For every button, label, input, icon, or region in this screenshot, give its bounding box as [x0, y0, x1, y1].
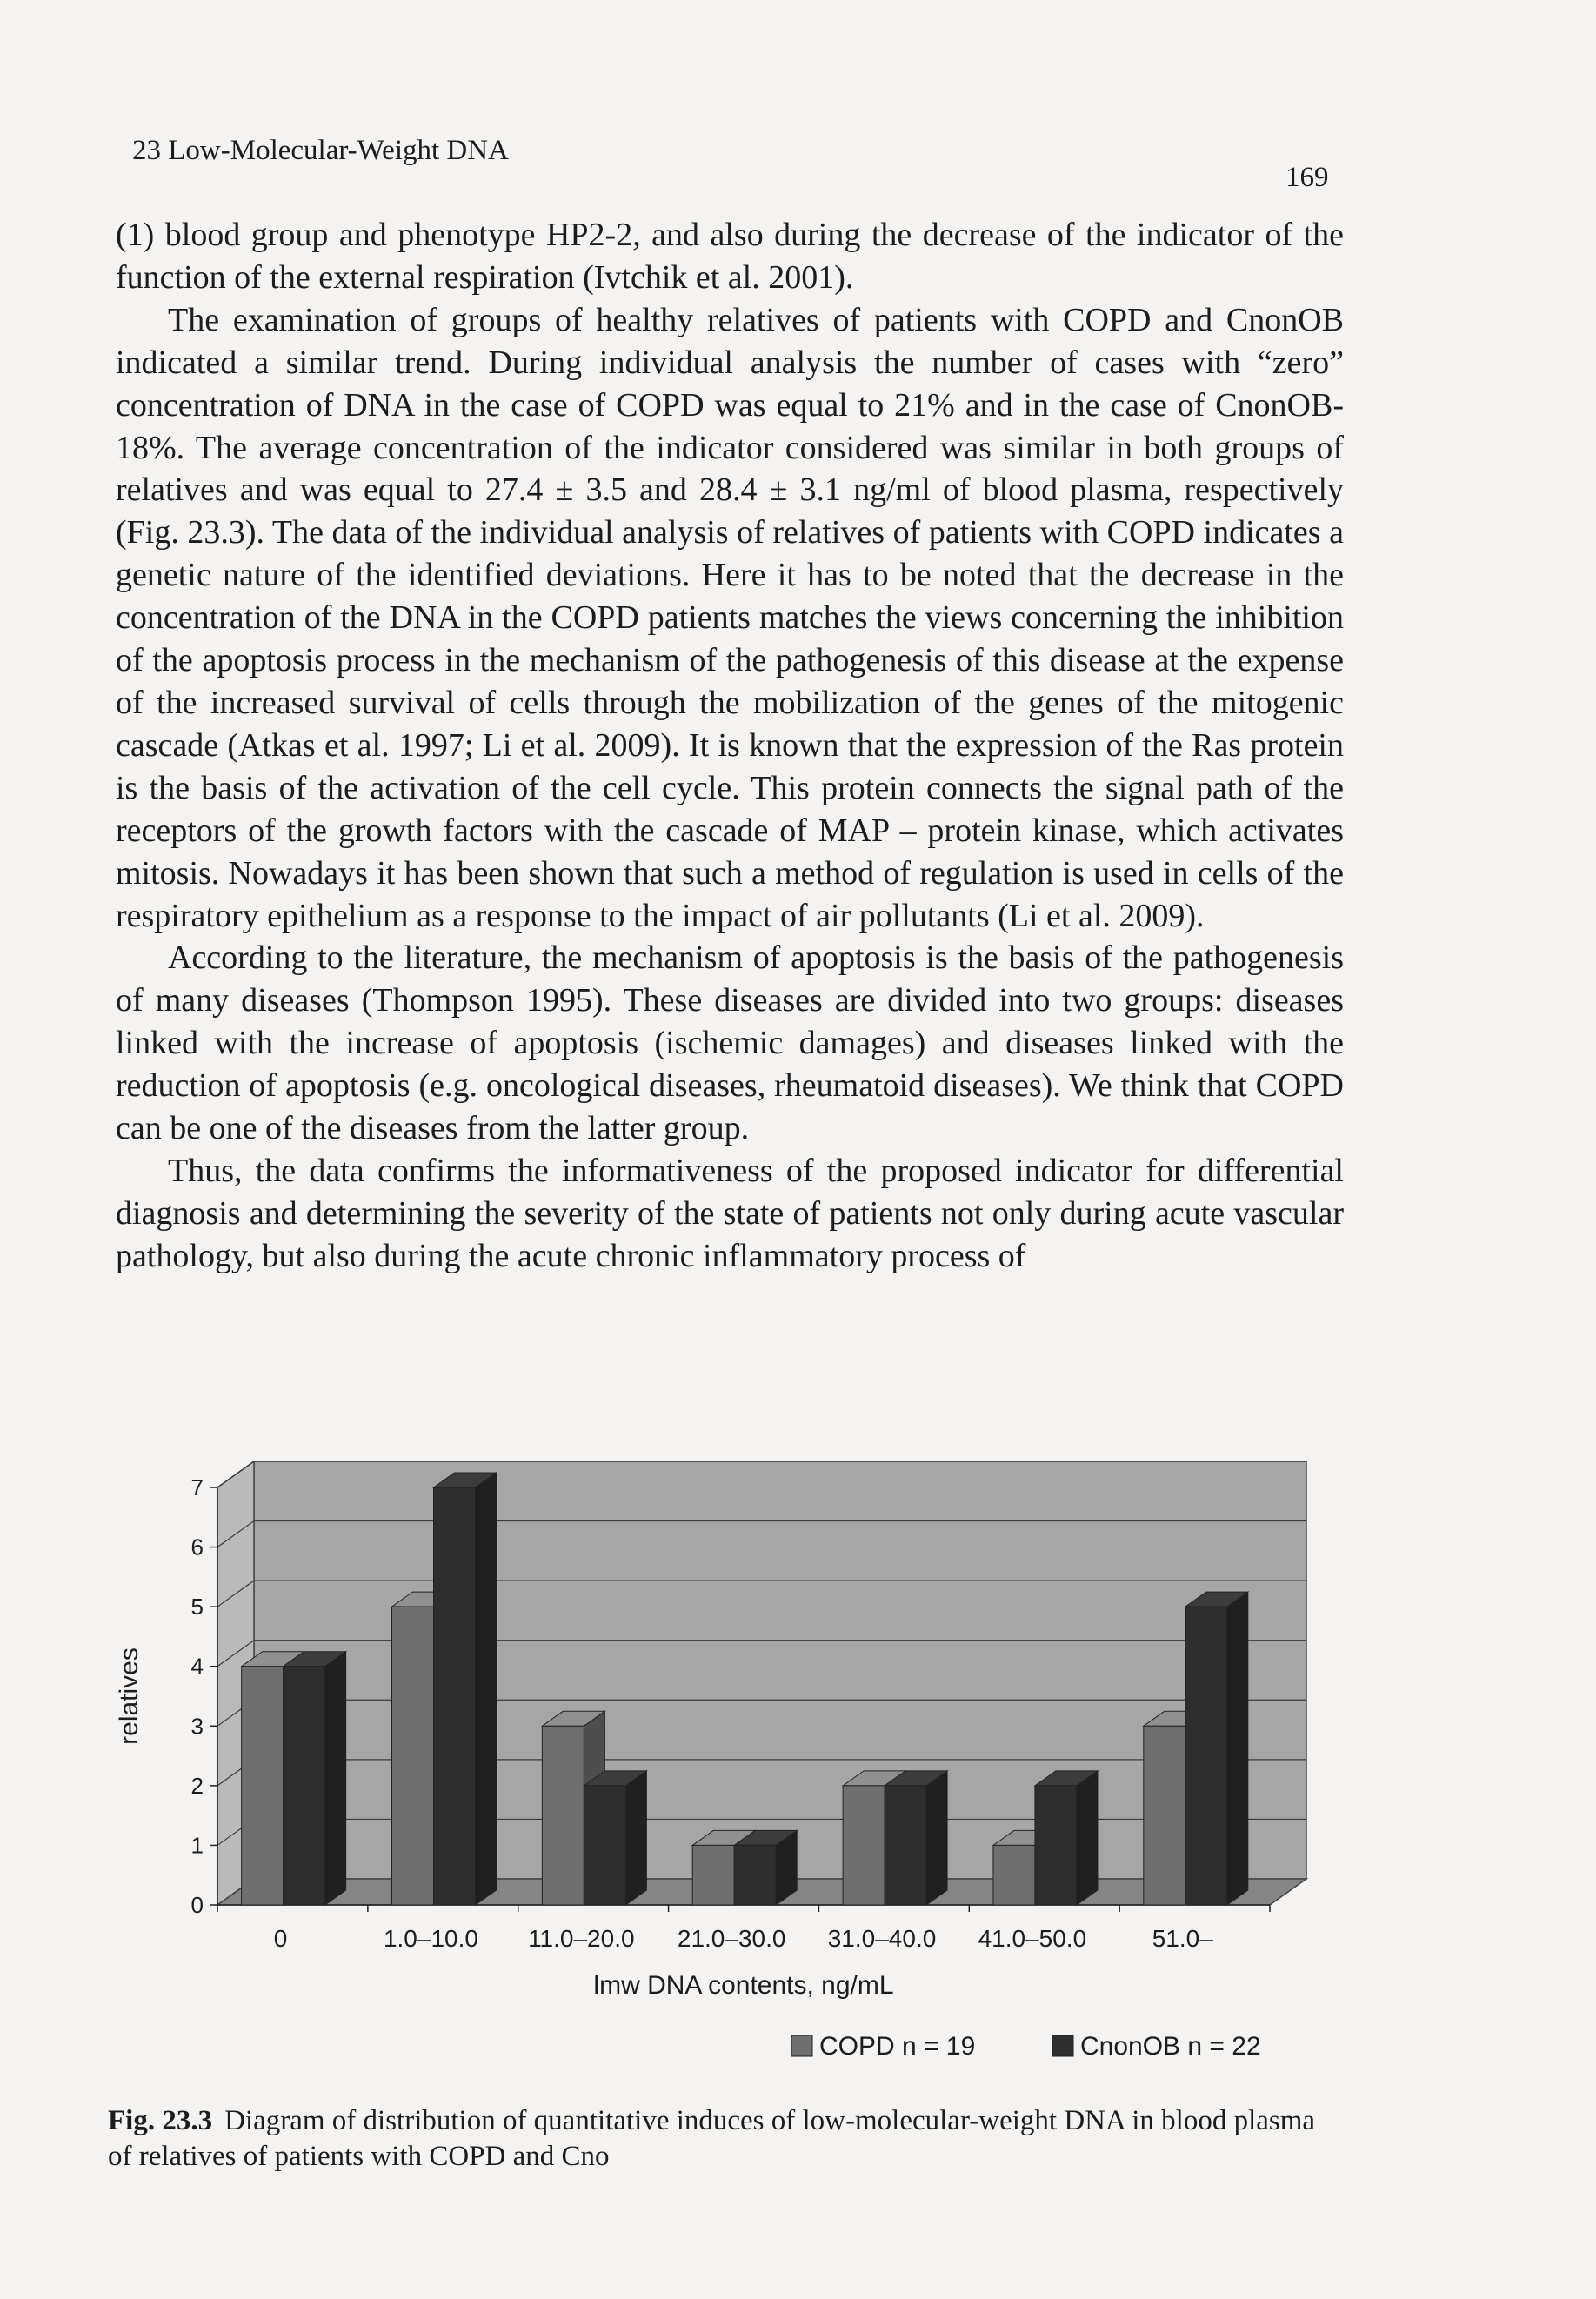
legend-swatch-cnonob	[1052, 2035, 1073, 2056]
paragraph: Thus, the data confirms the informativeness of the proposed indicator for differential diagnosis and determining the severity of the state of patients not only during acute vascular pathology, but also during the acute chronic inflammatory process of	[116, 1152, 1344, 1274]
bar-copd	[542, 1726, 584, 1905]
bar-side-cnonob	[625, 1771, 646, 1905]
bar-copd	[392, 1607, 434, 1905]
bar-copd	[843, 1786, 885, 1905]
x-tick-label: 41.0–50.0	[978, 1925, 1087, 1952]
legend-swatch-copd	[791, 2035, 812, 2056]
paragraph: The examination of groups of healthy relatives of patients with COPD and CnonOB indicated a similar trend. During individual analysis the number of cases with “zero” concentration of DNA in the case of COPD was equal to 21% and in the case of CnonOB-18%. The average concentration of the indicator considered was similar in both groups of relatives and was equal to 27.4 ± 3.5 and 28.4 ± 3.1 ng/ml of blood plasma, respectively (Fig. 23.3). The data of the individual analysis of relatives of patients with COPD indicates a genetic nature of the identified deviations. Here it has to be noted that the decrease in the concentration of the DNA in the COPD patients matches the views concerning the inhibition of the apoptosis process in the mechanism of the pathogenesis of this disease at the expense of the increased survival of cells through the mobilization of the genes of the mitogenic cascade (Atkas et al. 1997; Li et al. 2009). It is known that the expression of the Ras protein is the basis of the activation of the cell cycle. This protein connects the signal path of the receptors of the growth factors with the cascade of MAP – protein kinase, which activates mitosis. Nowadays it has been shown that such a method of regulation is used in cells of the respiratory epithelium as a response to the impact of air pollutants (Li et al. 2009).	[116, 301, 1344, 934]
y-tick-label: 2	[190, 1772, 204, 1799]
figure-caption	[108, 2103, 1343, 2175]
x-tick-label: 21.0–30.0	[677, 1925, 786, 1952]
y-tick-label: 4	[190, 1653, 204, 1680]
bar-copd	[692, 1845, 734, 1905]
paragraph: According to the literature, the mechanism of apoptosis is the basis of the pathogenesis of many diseases (Thompson 1995). These diseases are divided into two groups: diseases linked with the increase of apoptosis (ischemic damages) and diseases linked with the reduction of apoptosis (e.g. oncological diseases, rheumatoid diseases). We think that COPD can be one of the diseases from the latter group.	[116, 939, 1344, 1147]
y-tick-label: 1	[190, 1832, 204, 1859]
bar-cnonob	[885, 1786, 926, 1905]
y-tick-label: 6	[190, 1534, 204, 1561]
bar-side-cnonob	[325, 1652, 346, 1905]
x-tick-label: 0	[273, 1925, 288, 1952]
bar-cnonob	[1035, 1786, 1077, 1905]
caption-label: Fig. 23.3	[108, 2105, 213, 2136]
x-tick-label: 51.0–	[1152, 1925, 1213, 1952]
y-tick-label: 0	[190, 1892, 204, 1918]
bar-side-cnonob	[1227, 1592, 1248, 1905]
bar-cnonob	[1185, 1607, 1227, 1905]
bar-copd	[1144, 1726, 1185, 1905]
bar-copd	[993, 1845, 1035, 1905]
x-axis-title: lmw DNA contents, ng/mL	[593, 1971, 894, 2000]
caption-text: Diagram of distribution of quantitative induces of low-molecular-weight DNA in blood plasma of relatives of patients with COPD and Cno	[108, 2105, 1316, 2172]
bar-side-cnonob	[1077, 1771, 1098, 1905]
bar-cnonob	[584, 1786, 625, 1905]
bar-cnonob	[284, 1667, 325, 1905]
body-text	[116, 214, 1344, 1278]
y-tick-label: 3	[190, 1713, 204, 1740]
y-axis-title: relatives	[115, 1647, 144, 1745]
x-tick-label: 1.0–10.0	[383, 1925, 478, 1952]
bar-side-cnonob	[476, 1473, 497, 1905]
bar-side-cnonob	[926, 1771, 947, 1905]
legend-label-cnonob: CnonOB n = 22	[1080, 2032, 1261, 2061]
bar-cnonob	[434, 1487, 476, 1905]
bar-cnonob	[734, 1845, 776, 1905]
y-tick-label: 7	[190, 1474, 204, 1500]
y-tick-label: 5	[190, 1594, 204, 1621]
bar-chart	[96, 1461, 1357, 2070]
figure-23-3	[96, 1461, 1357, 2070]
paragraph: (1) blood group and phenotype HP2-2, and also during the decrease of the indicator of the function of the external respiration (Ivtchik et al. 2001).	[116, 217, 1344, 296]
bar-copd	[242, 1667, 284, 1905]
legend-label-copd: COPD n = 19	[819, 2032, 976, 2061]
running-head: 23 Low-Molecular-Weight DNA	[132, 135, 509, 166]
x-tick-label: 31.0–40.0	[827, 1925, 937, 1952]
page-number: 169	[1285, 162, 1329, 193]
x-tick-label: 11.0–20.0	[528, 1925, 635, 1952]
